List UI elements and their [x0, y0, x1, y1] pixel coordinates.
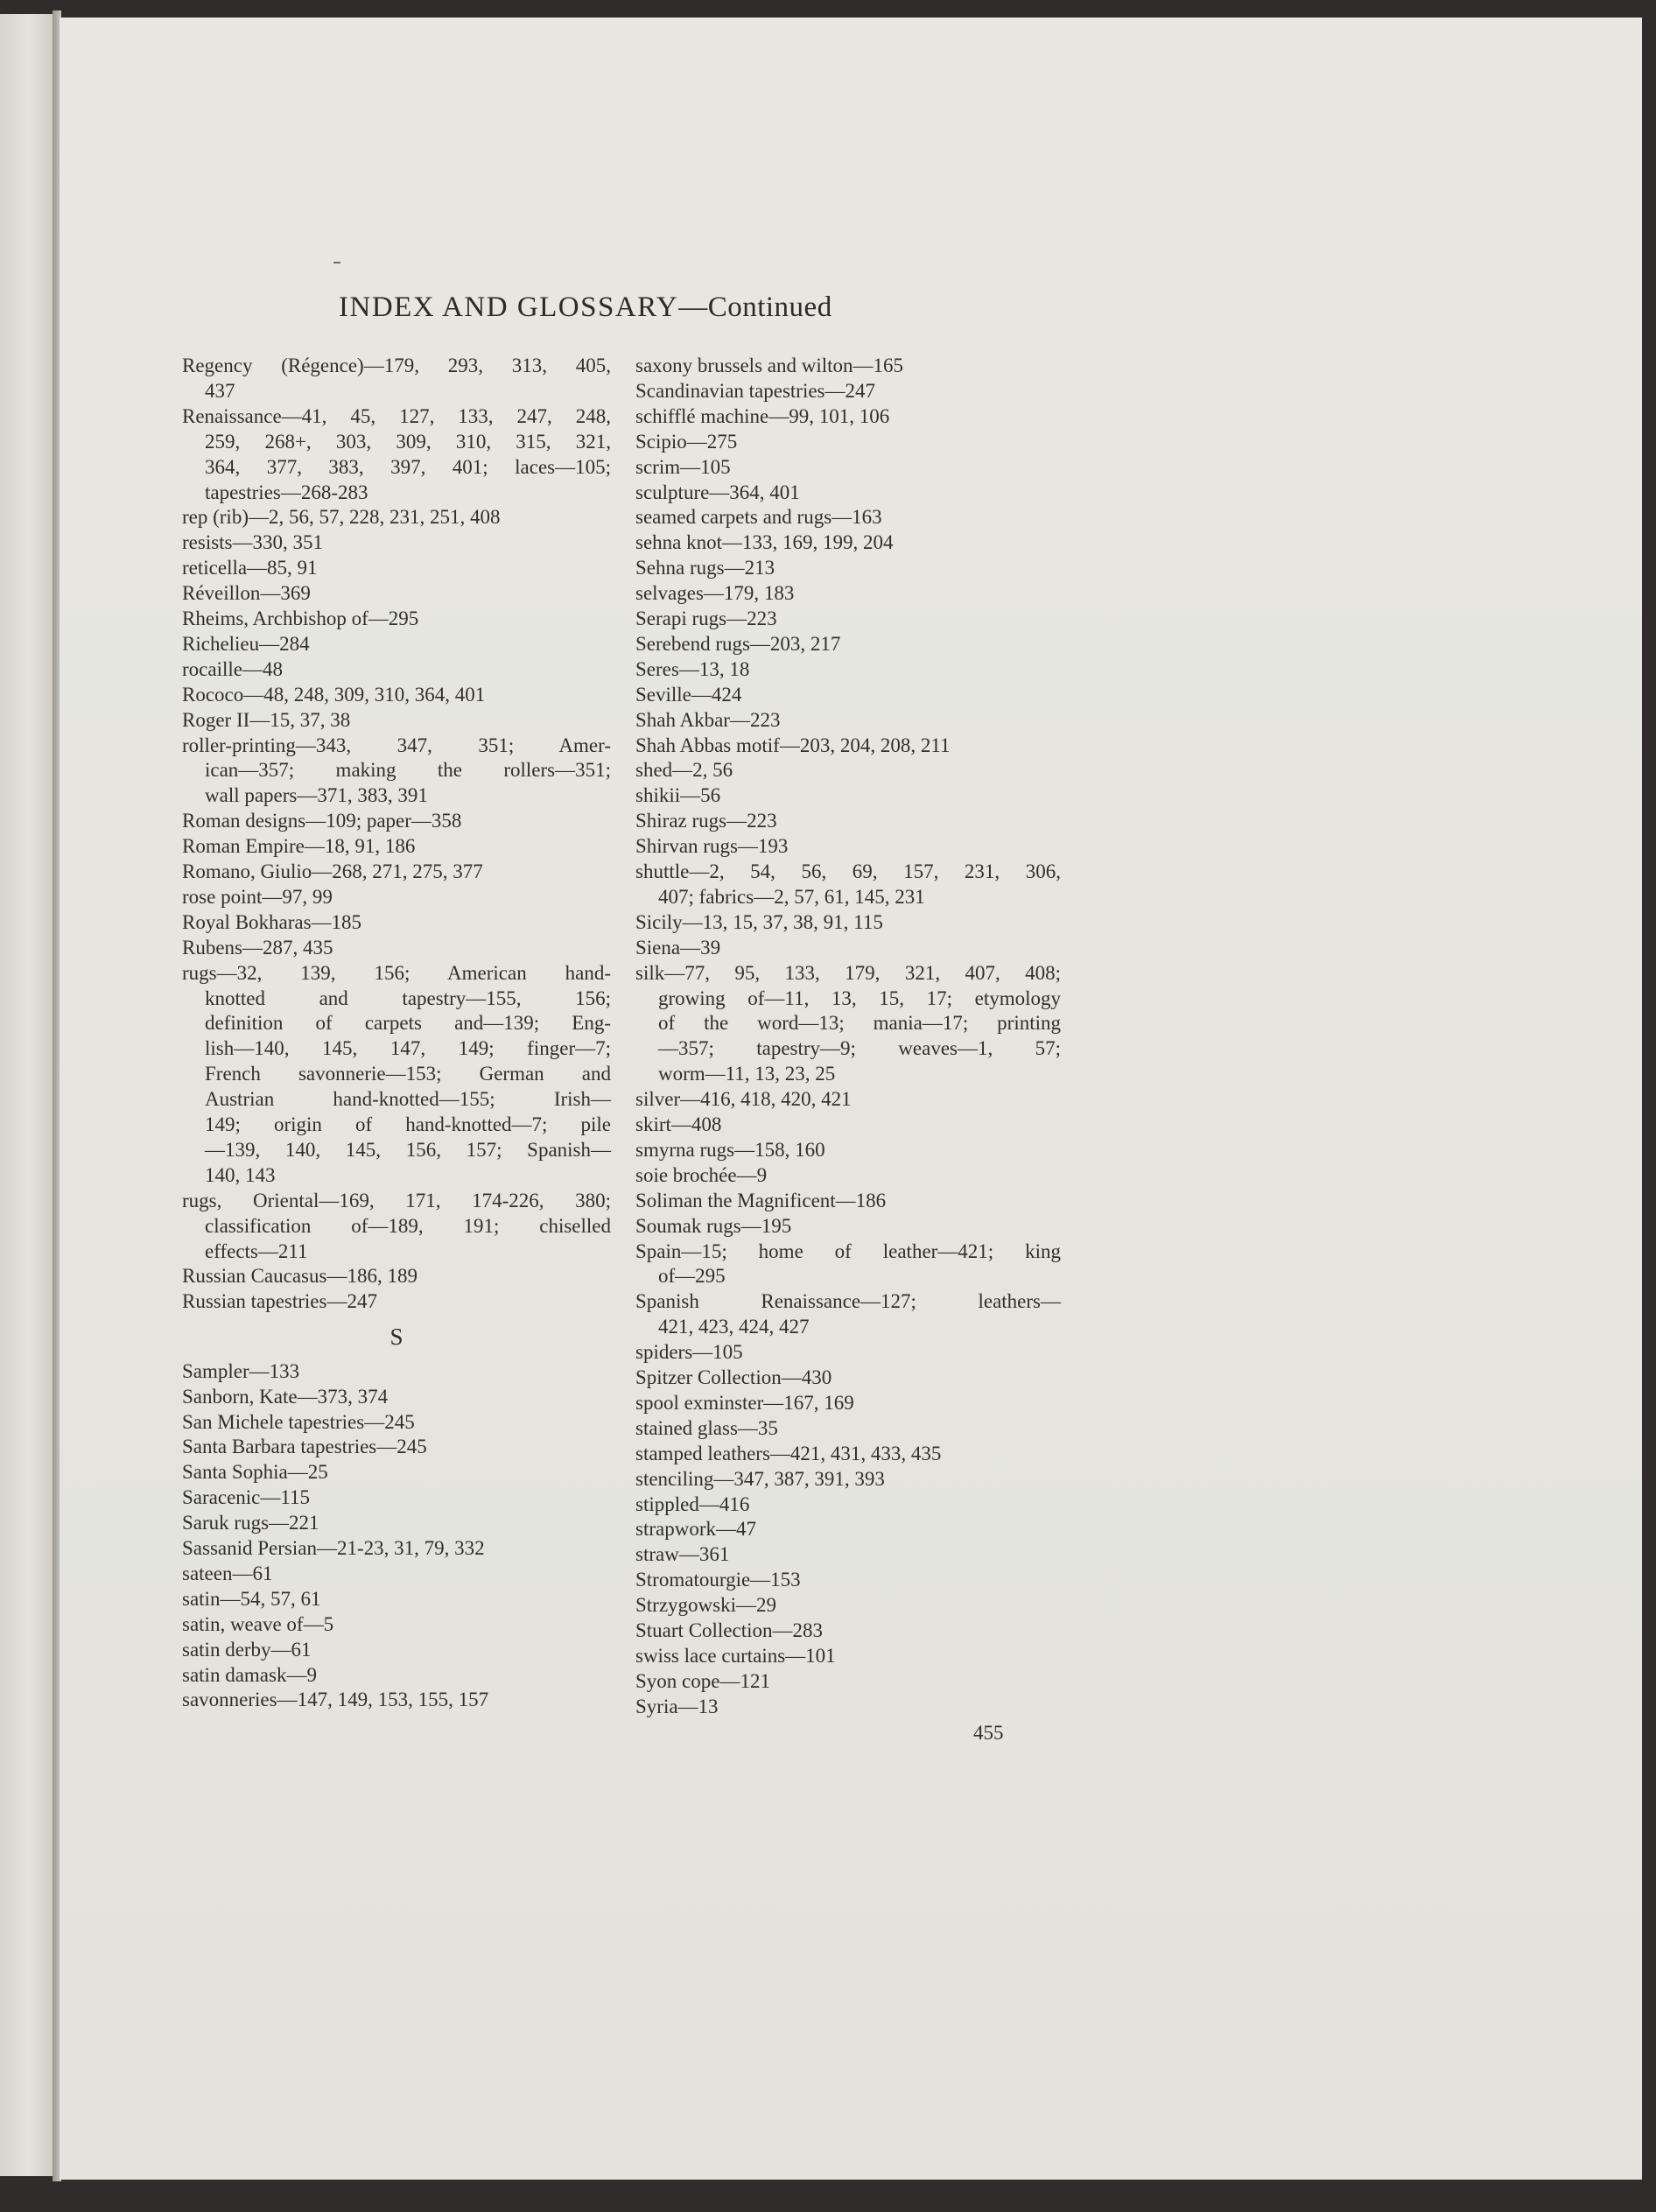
index-entry: Saruk rugs—221 — [182, 1512, 319, 1534]
index-entry: Royal Bokharas—185 — [182, 910, 362, 933]
index-entry: rocaille—48 — [182, 657, 283, 680]
index-entry: Romano, Giulio—268, 271, 275, 377 — [182, 860, 483, 882]
index-entry: stippled—416 — [635, 1492, 750, 1515]
index-entry-continuation: 259, 268+, 303, 309, 310, 315, 321, — [205, 430, 611, 453]
section-letter: S — [389, 1324, 403, 1351]
index-entry: skirt—408 — [635, 1113, 722, 1135]
index-entry: rose point—97, 99 — [182, 885, 333, 908]
index-entry-continuation: knotted and tapestry—155, 156; — [205, 987, 611, 1009]
index-entry-continuation: 149; origin of hand-knotted—7; pile — [205, 1113, 611, 1135]
index-entry: rugs, Oriental—169, 171, 174-226, 380; — [182, 1189, 611, 1211]
index-entry: satin—54, 57, 61 — [182, 1587, 321, 1610]
index-entry: swiss lace curtains—101 — [635, 1644, 836, 1667]
index-entry: Sassanid Persian—21-23, 31, 79, 332 — [182, 1537, 485, 1560]
index-entry-continuation: classification of—189, 191; chiselled — [205, 1214, 611, 1237]
index-entry: scrim—105 — [635, 455, 731, 478]
facing-page-edge — [0, 14, 53, 2176]
index-entry: resists—330, 351 — [182, 531, 323, 554]
index-entry: satin derby—61 — [182, 1638, 312, 1661]
index-entry-continuation: 437 — [205, 379, 235, 402]
index-entry: Syria—13 — [635, 1695, 719, 1717]
index-entry: savonneries—147, 149, 153, 155, 157 — [182, 1689, 489, 1711]
index-entry: Strzygowski—29 — [635, 1594, 776, 1617]
index-entry-continuation: wall papers—371, 383, 391 — [205, 784, 428, 807]
index-entry: Richelieu—284 — [182, 632, 310, 655]
index-entry: Spanish Renaissance—127; leathers— — [635, 1290, 1061, 1313]
index-entry-continuation: of—295 — [658, 1265, 726, 1288]
index-entry: Shah Akbar—223 — [635, 708, 781, 731]
index-entry: satin, weave of—5 — [182, 1612, 334, 1635]
title-continued: —Continued — [678, 291, 832, 323]
index-entry-continuation: —357; tapestry—9; weaves—1, 57; — [658, 1037, 1061, 1060]
index-entry: silver—416, 418, 420, 421 — [635, 1088, 852, 1111]
ink-speck — [333, 262, 340, 263]
index-entry: Roman Empire—18, 91, 186 — [182, 835, 416, 858]
index-entry-continuation: 364, 377, 383, 397, 401; laces—105; — [205, 455, 611, 478]
index-entry: stamped leathers—421, 431, 433, 435 — [635, 1442, 942, 1464]
index-entry: schifflé machine—99, 101, 106 — [635, 404, 890, 427]
index-entry: rep (rib)—2, 56, 57, 228, 231, 251, 408 — [182, 506, 501, 529]
index-entry: Syon cope—121 — [635, 1669, 770, 1692]
index-entry: Sanborn, Kate—373, 374 — [182, 1385, 389, 1408]
index-entry: Sampler—133 — [182, 1359, 300, 1382]
index-entry: Réveillon—369 — [182, 582, 311, 605]
index-entry: Shiraz rugs—223 — [635, 810, 777, 832]
index-entry: Sehna rugs—213 — [635, 557, 775, 579]
index-entry: spool exminster—167, 169 — [635, 1391, 854, 1414]
index-entry-continuation: Austrian hand-knotted—155; Irish— — [205, 1088, 611, 1111]
index-entry: Rheims, Archbishop of—295 — [182, 607, 419, 629]
index-entry: Santa Sophia—25 — [182, 1461, 328, 1484]
index-entry: Russian tapestries—247 — [182, 1290, 377, 1313]
index-entry-continuation: worm—11, 13, 23, 25 — [658, 1063, 836, 1085]
index-entry: Shah Abbas motif—203, 204, 208, 211 — [635, 734, 951, 756]
index-entry: stained glass—35 — [635, 1416, 778, 1439]
index-entry-continuation: 407; fabrics—2, 57, 61, 145, 231 — [658, 885, 925, 908]
index-entry: Siena—39 — [635, 936, 721, 959]
index-entry-continuation: growing of—11, 13, 15, 17; etymology — [658, 987, 1061, 1009]
index-entry-continuation: of the word—13; mania—17; printing — [658, 1012, 1061, 1035]
index-entry: straw—361 — [635, 1543, 730, 1566]
index-entry: seamed carpets and rugs—163 — [635, 506, 882, 529]
index-entry: Saracenic—115 — [182, 1486, 311, 1509]
index-entry: shed—2, 56 — [635, 759, 733, 782]
index-entry-continuation: effects—211 — [205, 1239, 308, 1262]
index-entry: Serebend rugs—203, 217 — [635, 632, 841, 655]
index-entry: Stromatourgie—153 — [635, 1569, 801, 1591]
index-entry: roller-printing—343, 347, 351; Amer- — [182, 734, 611, 756]
index-entry: Russian Caucasus—186, 189 — [182, 1265, 418, 1288]
index-entry-continuation: 421, 423, 424, 427 — [658, 1316, 810, 1338]
index-entry: sculpture—364, 401 — [635, 481, 800, 503]
index-entry-continuation: —139, 140, 145, 156, 157; Spanish— — [205, 1138, 611, 1161]
index-entry: shikii—56 — [635, 784, 721, 807]
index-entry: Roman designs—109; paper—358 — [182, 810, 462, 832]
index-entry: Rococo—48, 248, 309, 310, 364, 401 — [182, 683, 486, 706]
index-entry: Scandinavian tapestries—247 — [635, 379, 876, 402]
index-entry: satin damask—9 — [182, 1663, 317, 1686]
index-entry: Renaissance—41, 45, 127, 133, 247, 248, — [182, 404, 611, 427]
index-entry: reticella—85, 91 — [182, 557, 318, 579]
index-entry: Rubens—287, 435 — [182, 936, 333, 959]
page-number: 455 — [973, 1722, 1004, 1744]
index-entry: Seville—424 — [635, 683, 742, 706]
index-entry-continuation: 140, 143 — [205, 1163, 276, 1186]
index-entry: Serapi rugs—223 — [635, 607, 777, 629]
index-entry-continuation: tapestries—268-283 — [205, 481, 368, 503]
index-entry: Shirvan rugs—193 — [635, 835, 789, 858]
index-entry: sehna knot—133, 169, 199, 204 — [635, 531, 894, 554]
index-entry-continuation: lish—140, 145, 147, 149; finger—7; — [205, 1037, 611, 1060]
index-entry: Sicily—13, 15, 37, 38, 91, 115 — [635, 910, 883, 933]
index-entry: Regency (Régence)—179, 293, 313, 405, — [182, 355, 611, 376]
index-entry: Spitzer Collection—430 — [635, 1366, 832, 1388]
index-entry: Santa Barbara tapestries—245 — [182, 1436, 427, 1458]
index-entry-continuation: definition of carpets and—139; Eng- — [205, 1012, 611, 1035]
index-entry: Soliman the Magnificent—186 — [635, 1189, 887, 1211]
index-entry: stenciling—347, 387, 391, 393 — [635, 1467, 885, 1490]
page-title — [339, 291, 1214, 324]
index-entry: soie brochée—9 — [635, 1163, 768, 1186]
index-entry: shuttle—2, 54, 56, 69, 157, 231, 306, — [635, 860, 1061, 882]
index-entry: Roger II—15, 37, 38 — [182, 708, 351, 731]
index-entry: selvages—179, 183 — [635, 582, 795, 605]
index-entry: Stuart Collection—283 — [635, 1619, 824, 1641]
index-entry: Seres—13, 18 — [635, 657, 750, 680]
index-entry-continuation: ican—357; making the rollers—351; — [205, 759, 611, 782]
index-entry: smyrna rugs—158, 160 — [635, 1138, 825, 1161]
index-entry: Spain—15; home of leather—421; king — [635, 1239, 1061, 1262]
index-entry: rugs—32, 139, 156; American hand- — [182, 961, 611, 984]
index-entry: silk—77, 95, 133, 179, 321, 407, 408; — [635, 961, 1061, 984]
index-entry: saxony brussels and wilton—165 — [635, 355, 904, 376]
index-entry-continuation: French savonnerie—153; German and — [205, 1063, 611, 1085]
index-entry: spiders—105 — [635, 1341, 743, 1364]
index-entry: San Michele tapestries—245 — [182, 1410, 415, 1433]
index-entry: Scipio—275 — [635, 430, 738, 453]
title-main: INDEX AND GLOSSARY — [339, 291, 679, 323]
index-entry: sateen—61 — [182, 1562, 273, 1584]
index-entry: Soumak rugs—195 — [635, 1214, 792, 1237]
index-entry: strapwork—47 — [635, 1518, 756, 1541]
